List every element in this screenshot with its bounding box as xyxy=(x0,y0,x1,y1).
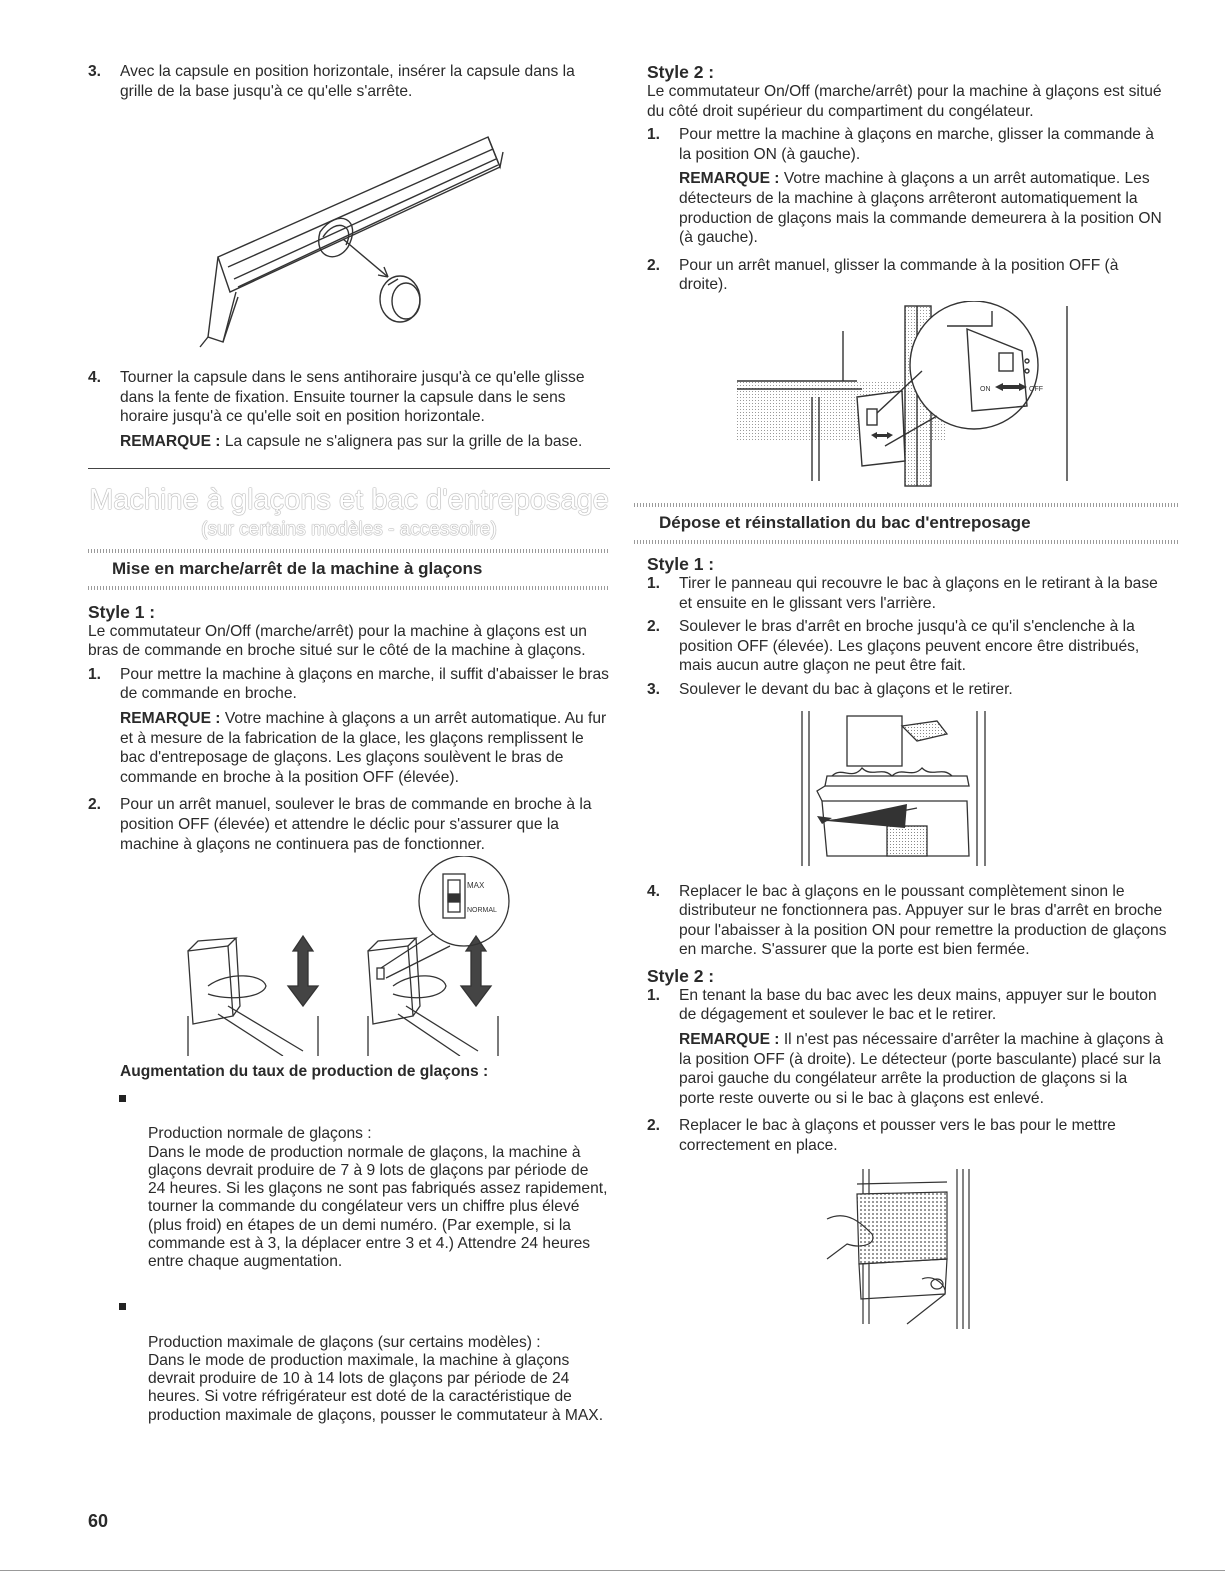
capsule-insert-illustration xyxy=(88,107,610,362)
style-2-label: Style 2 : xyxy=(647,62,715,82)
step-number: 3. xyxy=(88,63,102,80)
step-text: Replacer le bac à glaçons et pousser vers le bas pour le mettre correctement en place. xyxy=(679,1117,1116,1155)
step-text: Tourner la capsule dans le sens antihoraire jusqu'à ce qu'elle glisse dans la fente de fixation. Ensuite tourner la capsule dans le sens horaire jusqu'à ce qu'elle soit en position horizontale. xyxy=(120,369,585,426)
dotted-rule xyxy=(634,540,1180,544)
bin-removal-illustration xyxy=(647,706,1167,874)
bullet-normal-production xyxy=(88,1089,610,1290)
depose-item-1 xyxy=(647,574,1167,613)
step-text: Pour un arrêt manuel, soulever le bras de commande en broche à la position OFF (élevée) et attendre le déclic pour s'assurer que la machine à glaçons ne continuera pas de fonctionner. xyxy=(120,796,592,853)
max-label: MAX xyxy=(467,881,485,891)
section-heading: Mise en marche/arrêt de la machine à glaçons xyxy=(112,558,483,578)
note-label: REMARQUE : xyxy=(679,1031,780,1049)
depose-style-1-label: Style 1 : xyxy=(647,553,715,574)
depose-style-2-item-1 xyxy=(647,986,1167,1109)
banner-subtitle: (sur certains modèles - accessoire) xyxy=(201,518,497,540)
note xyxy=(679,1030,1167,1108)
dotted-rule xyxy=(88,586,610,590)
style-2-item-2 xyxy=(647,256,1167,295)
step-text: Replacer le bac à glaçons en le poussant complètement sinon le distributeur ne fonctionnera pas. Appuyer sur le bras d'arrêt en broche pour l'abaisser à la position ON pour remettre la production de glaçons en marche. S'assurer que la porte est bien fermée. xyxy=(679,882,1167,959)
banner-title: Machine à glaçons et bac d'entreposage xyxy=(89,483,609,516)
style-2-item-1 xyxy=(647,125,1167,248)
step-number: 2. xyxy=(647,1117,661,1135)
step-3 xyxy=(88,62,610,101)
step-text: Pour mettre la machine à glaçons en marche, glisser la commande à la position ON (à gauche). xyxy=(679,126,1154,163)
depose-item-4 xyxy=(647,882,1167,960)
step-number: 4. xyxy=(647,882,661,900)
right-column xyxy=(647,62,1167,1340)
note-text: Votre machine à glaçons a un arrêt automatique. Les détecteurs de la machine à glaçons arrêteront automatiquement la production de glaçons mais la commande demeurera à la position ON (à gauche). xyxy=(679,170,1162,247)
step-number: 4. xyxy=(88,369,102,387)
step-number: 2. xyxy=(647,256,661,274)
note xyxy=(120,432,610,452)
off-label: OFF xyxy=(1029,385,1043,393)
step-number: 2. xyxy=(647,618,661,636)
note-label: REMARQUE : xyxy=(120,709,221,727)
note xyxy=(679,169,1167,247)
section-banner xyxy=(88,468,610,543)
style-1-label: Style 1 : xyxy=(88,601,156,622)
note-text: La capsule ne s'alignera pas sur la grille de la base. xyxy=(220,432,583,450)
step-number: 1. xyxy=(647,986,661,1004)
depose-style-2-item-2 xyxy=(647,1116,1167,1155)
depose-heading: Dépose et réinstallation du bac d'entreposage xyxy=(659,512,1031,532)
step-number: 1. xyxy=(647,126,661,144)
bullet-max-production xyxy=(88,1297,610,1443)
step-number: 2. xyxy=(88,796,102,814)
step-text: Soulever le bras d'arrêt en broche jusqu'à ce qu'il s'enclenche à la position OFF (élevée). Les glaçons peuvent encore être distribués, mais aucun autre glaçon ne peut être fait. xyxy=(679,618,1140,675)
normal-label: NORMAL xyxy=(467,907,497,915)
page-bottom-rule xyxy=(0,1570,1225,1571)
bullet-icon xyxy=(119,1095,126,1102)
note-text: Il n'est pas nécessaire d'arrêter la machine à glaçons à la position OFF (à droite). Le détecteur (porte basculante) placé sur la paroi gauche du congélateur arrête la production de glaçons si la porte reste ouverte ou si le bac à glaçons est enlevé. xyxy=(679,1031,1164,1107)
bullet-text: Production maximale de glaçons (sur certains modèles) : Dans le mode de production maximale, la machine à glaçons devrait produire de 10 à 14 lots de glaçons par période de 24 heures. Si votre réfrigérateur est doté de la caractéristique de production maximale de glaçons, pousser le commutateur à MAX. xyxy=(148,1333,604,1424)
depose-style-2-label: Style 2 : xyxy=(647,965,715,986)
step-text: Pour un arrêt manuel, glisser la commande à la position OFF (à droite). xyxy=(679,256,1119,294)
step-number: 1. xyxy=(88,665,102,683)
style-1-item-1 xyxy=(88,665,610,788)
step-text: Soulever le devant du bac à glaçons et le retirer. xyxy=(679,680,1013,698)
bullet-icon xyxy=(119,1303,126,1310)
step-4 xyxy=(88,368,610,451)
page-number: 60 xyxy=(88,1511,109,1531)
note xyxy=(120,709,610,787)
ice-maker-arm-illustration xyxy=(88,856,610,1056)
step-text: Tirer le panneau qui recouvre le bac à glaçons en le retirant à la base et ensuite en le glissant vers l'arrière. xyxy=(679,574,1158,612)
depose-item-2 xyxy=(647,617,1167,676)
step-number: 3. xyxy=(647,680,661,698)
augmentation-heading: Augmentation du taux de production de glaçons : xyxy=(120,1063,489,1081)
step-number: 1. xyxy=(647,574,661,592)
step-text: En tenant la base du bac avec les deux mains, appuyer sur le bouton de dégagement et soulever le bac et le retirer. xyxy=(679,986,1157,1024)
style-2-intro: Le commutateur On/Off (marche/arrêt) pour la machine à glaçons est situé du côté droit supérieur du compartiment du congélateur. xyxy=(647,83,1162,120)
note-text: Votre machine à glaçons a un arrêt automatique. Au fur et à mesure de la fabrication de la glace, les glaçons remplissent le bac d'entreposage de glaçons. Les glaçons soulèvent le bras de commande en broche à la position OFF (élevée). xyxy=(120,709,607,786)
bin-replace-illustration xyxy=(647,1164,1167,1334)
step-text: Avec la capsule en position horizontale, insérer la capsule dans la grille de la base jusqu'à ce qu'elle s'arrête. xyxy=(120,63,575,100)
step-text: Pour mettre la machine à glaçons en marche, il suffit d'abaisser le bras de commande en broche. xyxy=(120,665,609,703)
on-label: ON xyxy=(980,385,991,393)
style-1-intro: Le commutateur On/Off (marche/arrêt) pour la machine à glaçons est un bras de commande en broche situé sur le côté de la machine à glaçons. xyxy=(88,622,587,660)
freezer-switch-illustration xyxy=(647,301,1167,493)
note-label: REMARQUE : xyxy=(679,170,780,188)
style-1-item-2 xyxy=(88,795,610,854)
left-column xyxy=(88,62,610,1443)
depose-item-3 xyxy=(647,680,1167,700)
bullet-text: Production normale de glaçons : Dans le mode de production normale de glaçons, la machine à glaçons devrait produire de 7 à 9 lots de glaçons par période de 24 heures. Si les glaçons ne sont pas fabriqués assez rapidement, tourner la commande du congélateur vers un chiffre plus élevé (plus froid) en étapes de un demi numéro. (Par exemple, si la commande est à 3, la déplacer entre 3 et 4.) Attendre 24 heures entre chaque augmentation. xyxy=(148,1125,608,1271)
note-label: REMARQUE : xyxy=(120,432,221,450)
